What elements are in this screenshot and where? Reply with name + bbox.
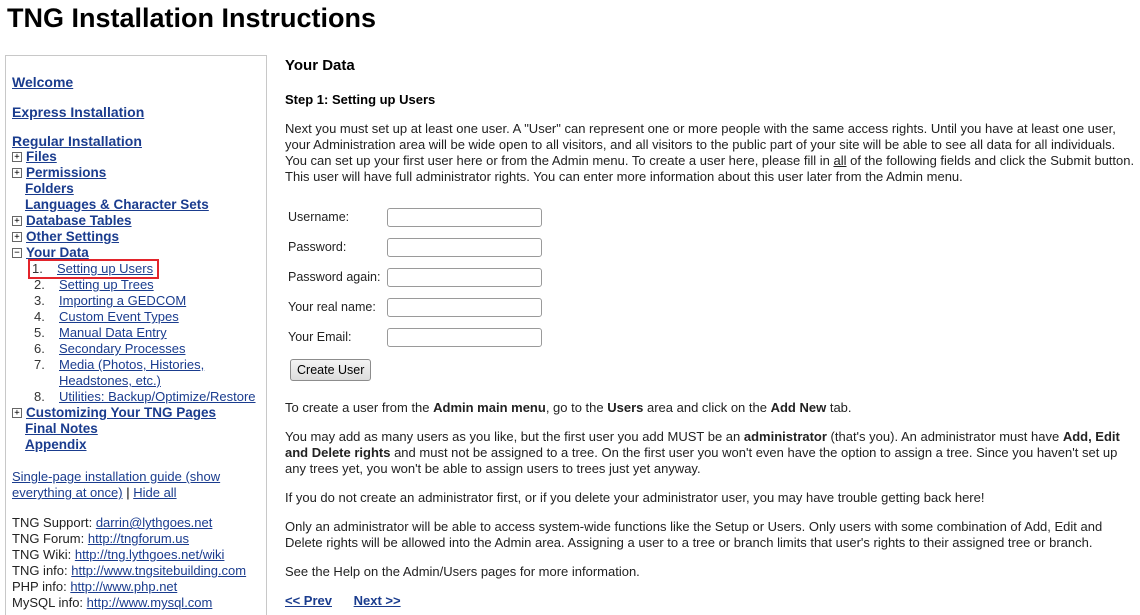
list-item <box>12 341 266 357</box>
item-number: 6. <box>34 341 45 356</box>
password-label: Password: <box>288 240 347 254</box>
nav-final-notes-row <box>12 421 266 437</box>
real-name-row <box>285 292 1135 322</box>
nav-appendix-row <box>12 437 266 453</box>
list-item <box>12 389 266 405</box>
mysql-info-link[interactable]: http://www.mysql.com <box>86 595 213 610</box>
nav-setting-up-trees[interactable]: Setting up Trees <box>59 277 154 292</box>
nav-permissions-row <box>12 165 266 181</box>
nav-other-settings-row <box>12 229 266 245</box>
nav-languages-row <box>12 197 266 213</box>
item-number: 8. <box>34 389 45 404</box>
info-row <box>12 531 266 547</box>
nav-appendix[interactable]: Appendix <box>25 437 87 452</box>
password-again-input[interactable] <box>387 268 542 287</box>
nav-final-notes[interactable]: Final Notes <box>25 421 98 436</box>
help-paragraph: See the Help on the Admin/Users pages for more information. <box>285 564 640 579</box>
nav-regular-installation[interactable]: Regular Installation <box>12 133 142 149</box>
nav-customizing-row <box>12 405 266 421</box>
nav-setting-up-users[interactable]: Setting up Users <box>57 261 154 276</box>
pagination <box>285 593 1135 609</box>
support-email-link[interactable]: darrin@lythgoes.net <box>95 515 213 530</box>
emphasis: Add, Edit and Delete rights <box>285 429 1120 460</box>
nav-welcome[interactable]: Welcome <box>12 74 74 90</box>
current-page-highlight <box>30 261 157 277</box>
many-users-paragraph <box>285 429 1135 477</box>
text: area and click on the <box>643 400 771 415</box>
list-item <box>12 261 266 277</box>
admin-rights-paragraph: Only an administrator will be able to access system-wide functions like the Setup or Users. Only users with some combination of Add, Edit and Delete rights will be allowed into the Admin area. Assigning a user to a tree or branch limits that user's rights to their assigned tree or branch. <box>285 519 1103 550</box>
intro-paragraph <box>285 121 1135 185</box>
text: You may add as many users as you like, but the first user you add MUST be an <box>285 429 744 444</box>
section-title: Your Data <box>285 57 355 74</box>
real-name-label: Your real name: <box>288 300 376 314</box>
nav-files-row <box>12 149 266 165</box>
next-link[interactable]: Next >> <box>353 593 401 608</box>
text: tab. <box>826 400 852 415</box>
nav-permissions[interactable]: Permissions <box>26 165 107 180</box>
expand-icon[interactable]: + <box>12 168 22 178</box>
info-label: TNG Forum: <box>12 531 85 546</box>
expand-icon[interactable]: + <box>12 152 22 162</box>
item-number: 3. <box>34 293 45 308</box>
nav-manual-data-entry[interactable]: Manual Data Entry <box>59 325 167 340</box>
info-row <box>12 515 266 531</box>
warning-paragraph: If you do not create an administrator first, or if you delete your administrator user, you may have trouble getting back here! <box>285 490 985 505</box>
expand-icon[interactable]: + <box>12 232 22 242</box>
info-label: TNG Wiki: <box>12 547 72 562</box>
email-label: Your Email: <box>288 330 352 344</box>
hide-all-link[interactable]: Hide all <box>133 485 177 500</box>
real-name-input[interactable] <box>387 298 542 317</box>
nav-folders-row <box>12 181 266 197</box>
info-row <box>12 579 266 595</box>
nav-database-tables[interactable]: Database Tables <box>26 213 132 228</box>
item-number: 1. <box>32 261 43 276</box>
nav-database-tables-row <box>12 213 266 229</box>
text: , go to the <box>545 400 608 415</box>
intro-text-end: of the following fields and click the Submit button. This user will have full administrator rights. You can enter more information about this user later from the Admin menu. <box>285 153 1135 184</box>
nav-your-data[interactable]: Your Data <box>26 245 89 260</box>
nav-languages-character-sets[interactable]: Languages & Character Sets <box>25 197 209 212</box>
wiki-link[interactable]: http://tng.lythgoes.net/wiki <box>74 547 225 562</box>
password-again-row <box>285 262 1135 292</box>
password-again-label: Password again: <box>288 270 381 284</box>
nav-secondary-processes[interactable]: Secondary Processes <box>59 341 186 356</box>
item-number: 4. <box>34 309 45 324</box>
single-page-guide-link[interactable]: Single-page installation guide (show everything at once) <box>12 469 221 500</box>
username-row <box>285 202 1135 232</box>
emphasis: Users <box>607 400 644 415</box>
main-content <box>285 55 1135 609</box>
username-label: Username: <box>288 210 350 224</box>
list-item <box>12 277 266 293</box>
emphasis: Admin main menu <box>433 400 546 415</box>
password-row <box>285 232 1135 262</box>
list-item <box>12 309 266 325</box>
info-label: TNG Support: <box>12 515 93 530</box>
nav-custom-event-types[interactable]: Custom Event Types <box>59 309 179 324</box>
info-label: TNG info: <box>12 563 68 578</box>
create-user-form <box>285 202 1135 381</box>
your-data-sublist <box>12 261 266 405</box>
text: (that's you). An administrator must have <box>826 429 1063 444</box>
guide-links <box>12 469 266 501</box>
page-title: TNG Installation Instructions <box>7 3 377 33</box>
info-row <box>12 547 266 563</box>
create-user-button[interactable]: Create User <box>290 359 371 381</box>
nav-utilities[interactable]: Utilities: Backup/Optimize/Restore <box>59 389 256 404</box>
username-input[interactable] <box>387 208 542 227</box>
item-number: 5. <box>34 325 45 340</box>
expand-icon[interactable]: + <box>12 216 22 226</box>
item-number: 2. <box>34 277 45 292</box>
list-item <box>12 357 266 389</box>
intro-all-emphasis: all <box>833 153 847 168</box>
item-number: 7. <box>34 357 45 372</box>
nav-your-data-row <box>12 245 266 261</box>
text: and must not be assigned to a tree. On the first user you won't even have the option to assign a tree. Since you haven't set up any trees yet, you won't be able to assign users to trees just yet anyway. <box>285 445 1118 476</box>
email-input[interactable] <box>387 328 542 347</box>
sidebar-nav <box>5 55 267 615</box>
tng-info-link[interactable]: http://www.tngsitebuilding.com <box>71 563 247 578</box>
info-row <box>12 563 266 579</box>
nav-media[interactable]: Media (Photos, Histories, Headstones, etc.) <box>59 357 205 388</box>
nav-other-settings[interactable]: Other Settings <box>26 229 120 244</box>
text: To create a user from the <box>285 400 434 415</box>
collapse-icon[interactable]: − <box>12 248 22 258</box>
nav-folders[interactable]: Folders <box>25 181 74 196</box>
support-info <box>12 515 266 611</box>
email-row <box>285 322 1135 352</box>
step-title: Step 1: Setting up Users <box>285 92 436 107</box>
list-item <box>12 293 266 309</box>
php-info-link[interactable]: http://www.php.net <box>70 579 178 594</box>
nav-importing-gedcom[interactable]: Importing a GEDCOM <box>59 293 187 308</box>
nav-files[interactable]: Files <box>26 149 57 164</box>
password-input[interactable] <box>387 238 542 257</box>
info-row <box>12 595 266 611</box>
separator: | <box>126 485 130 500</box>
expand-icon[interactable]: + <box>12 408 22 418</box>
forum-link[interactable]: http://tngforum.us <box>87 531 190 546</box>
emphasis: Add New <box>770 400 827 415</box>
info-label: PHP info: <box>12 579 67 594</box>
prev-link[interactable]: << Prev <box>285 593 332 608</box>
intro-text: Next you must set up at least one user. A "User" can represent one or more people with the same access rights. Until you have at least one user, your Administration area will be wide open to all visitors, and all visitors to the public part of your site will be able to see all data for all individuals. You can set up your first user here or from the Admin menu. To create a user here, please fill in <box>285 121 1116 168</box>
list-item <box>12 325 266 341</box>
info-label: MySQL info: <box>12 595 84 610</box>
emphasis: administrator <box>743 429 827 444</box>
admin-menu-paragraph <box>285 400 1135 416</box>
nav-customizing-tng-pages[interactable]: Customizing Your TNG Pages <box>26 405 217 420</box>
nav-express-installation[interactable]: Express Installation <box>12 104 145 120</box>
